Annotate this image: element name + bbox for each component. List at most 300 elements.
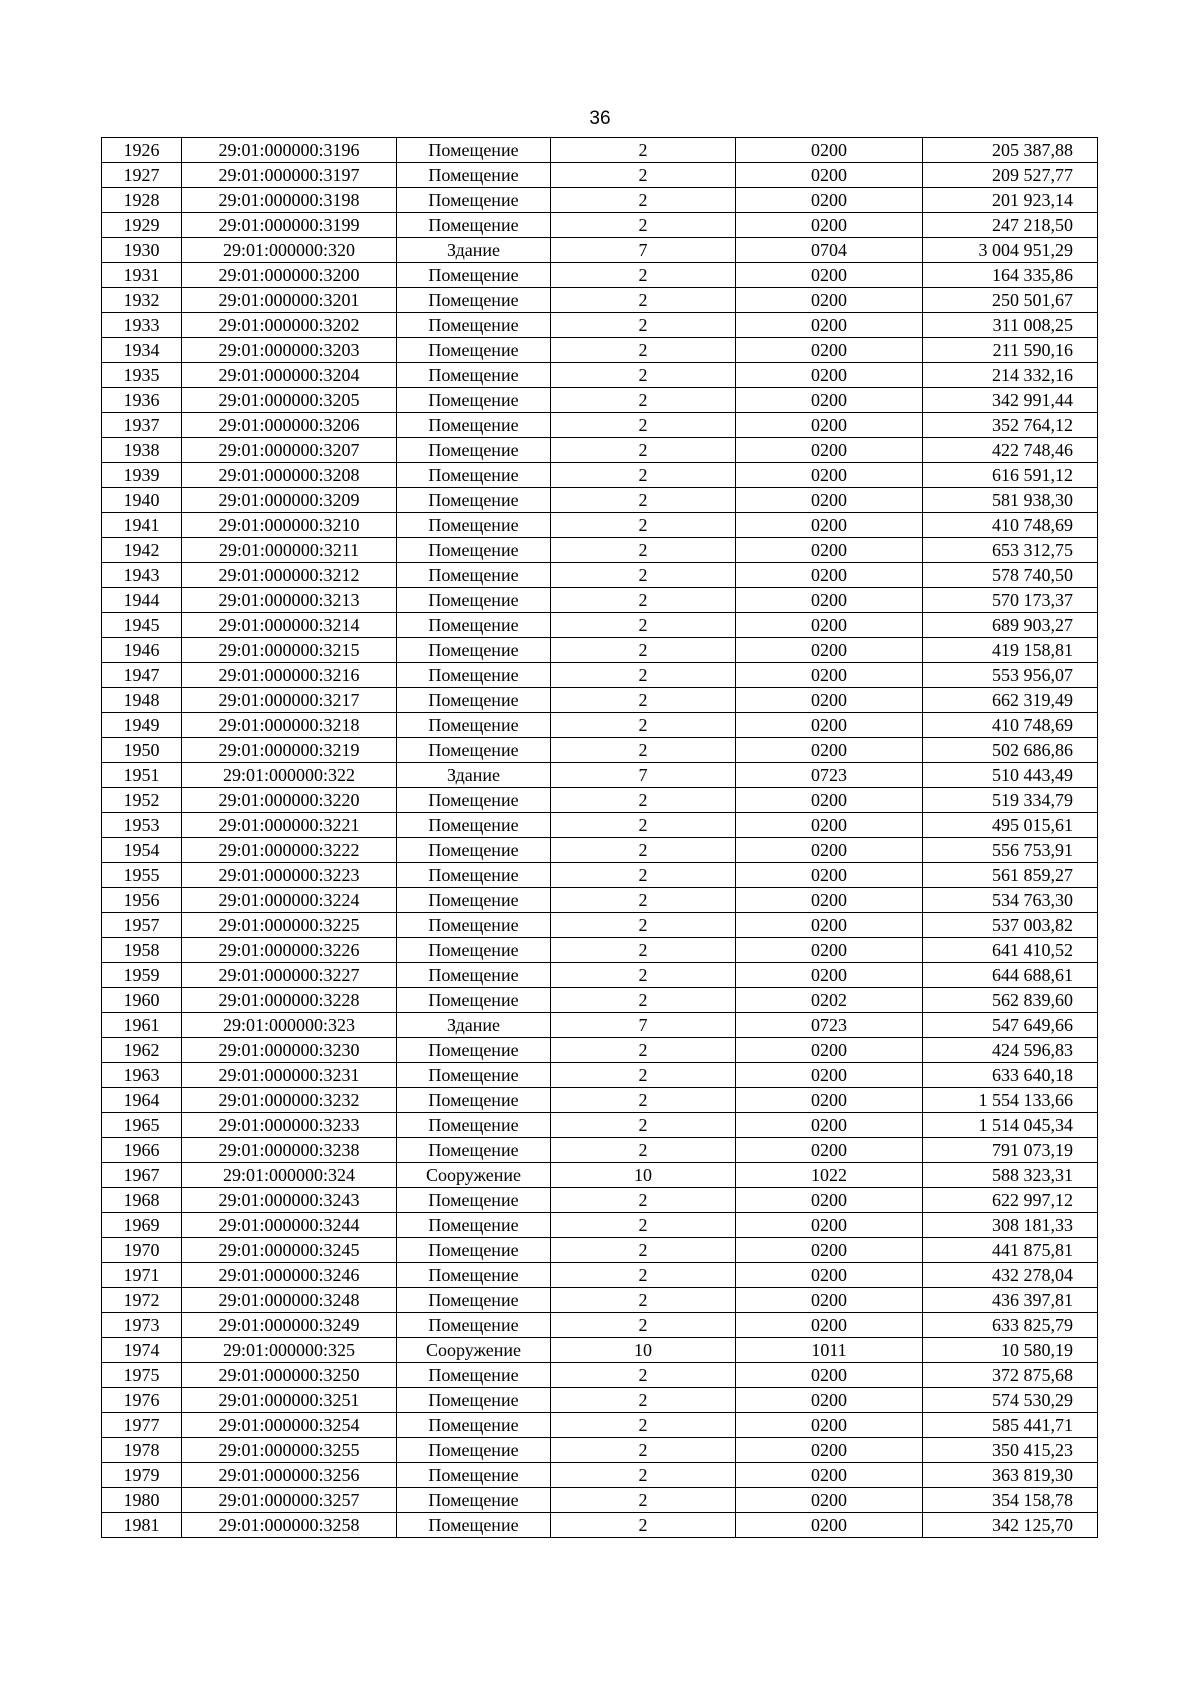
purpose-code-cell: 0200 bbox=[736, 538, 923, 563]
cadastral-value-cell: 250 501,67 bbox=[923, 288, 1098, 313]
row-number-cell: 1968 bbox=[102, 1188, 182, 1213]
cadastral-value-cell: 633 825,79 bbox=[923, 1313, 1098, 1338]
row-number-cell: 1981 bbox=[102, 1513, 182, 1538]
purpose-code-cell: 0723 bbox=[736, 763, 923, 788]
table-row bbox=[102, 213, 1098, 238]
cadastral-number-cell: 29:01:000000:322 bbox=[182, 763, 397, 788]
cadastral-number-cell: 29:01:000000:3244 bbox=[182, 1213, 397, 1238]
purpose-code-cell: 0200 bbox=[736, 963, 923, 988]
type-code-cell: 2 bbox=[551, 688, 736, 713]
row-number-cell: 1945 bbox=[102, 613, 182, 638]
row-number-cell: 1950 bbox=[102, 738, 182, 763]
cadastral-value-cell: 519 334,79 bbox=[923, 788, 1098, 813]
cadastral-number-cell: 29:01:000000:3245 bbox=[182, 1238, 397, 1263]
type-code-cell: 2 bbox=[551, 488, 736, 513]
row-number-cell: 1938 bbox=[102, 438, 182, 463]
row-number-cell: 1940 bbox=[102, 488, 182, 513]
cadastral-number-cell: 29:01:000000:3216 bbox=[182, 663, 397, 688]
row-number-cell: 1926 bbox=[102, 138, 182, 163]
object-type-cell: Помещение bbox=[397, 1113, 551, 1138]
cadastral-number-cell: 29:01:000000:3248 bbox=[182, 1288, 397, 1313]
table-row bbox=[102, 1338, 1098, 1363]
cadastral-value-cell: 211 590,16 bbox=[923, 338, 1098, 363]
cadastral-number-cell: 29:01:000000:3231 bbox=[182, 1063, 397, 1088]
purpose-code-cell: 1022 bbox=[736, 1163, 923, 1188]
type-code-cell: 2 bbox=[551, 788, 736, 813]
type-code-cell: 2 bbox=[551, 613, 736, 638]
purpose-code-cell: 0200 bbox=[736, 1488, 923, 1513]
type-code-cell: 2 bbox=[551, 538, 736, 563]
object-type-cell: Помещение bbox=[397, 138, 551, 163]
purpose-code-cell: 0200 bbox=[736, 413, 923, 438]
object-type-cell: Помещение bbox=[397, 1363, 551, 1388]
type-code-cell: 2 bbox=[551, 363, 736, 388]
table-row bbox=[102, 713, 1098, 738]
purpose-code-cell: 0200 bbox=[736, 288, 923, 313]
cadastral-number-cell: 29:01:000000:3224 bbox=[182, 888, 397, 913]
cadastral-value-cell: 342 125,70 bbox=[923, 1513, 1098, 1538]
type-code-cell: 2 bbox=[551, 263, 736, 288]
type-code-cell: 10 bbox=[551, 1163, 736, 1188]
type-code-cell: 2 bbox=[551, 713, 736, 738]
object-type-cell: Помещение bbox=[397, 263, 551, 288]
cadastral-value-cell: 534 763,30 bbox=[923, 888, 1098, 913]
row-number-cell: 1942 bbox=[102, 538, 182, 563]
cadastral-number-cell: 29:01:000000:3218 bbox=[182, 713, 397, 738]
cadastral-value-cell: 547 649,66 bbox=[923, 1013, 1098, 1038]
row-number-cell: 1934 bbox=[102, 338, 182, 363]
cadastral-value-cell: 410 748,69 bbox=[923, 713, 1098, 738]
purpose-code-cell: 0200 bbox=[736, 163, 923, 188]
purpose-code-cell: 0200 bbox=[736, 1263, 923, 1288]
cadastral-value-cell: 574 530,29 bbox=[923, 1388, 1098, 1413]
object-type-cell: Помещение bbox=[397, 1288, 551, 1313]
object-type-cell: Помещение bbox=[397, 1388, 551, 1413]
type-code-cell: 2 bbox=[551, 1188, 736, 1213]
cadastral-number-cell: 29:01:000000:3258 bbox=[182, 1513, 397, 1538]
type-code-cell: 2 bbox=[551, 563, 736, 588]
table-row bbox=[102, 1288, 1098, 1313]
type-code-cell: 2 bbox=[551, 188, 736, 213]
table-row bbox=[102, 538, 1098, 563]
type-code-cell: 2 bbox=[551, 738, 736, 763]
row-number-cell: 1953 bbox=[102, 813, 182, 838]
object-type-cell: Помещение bbox=[397, 913, 551, 938]
table-row bbox=[102, 1063, 1098, 1088]
table-row bbox=[102, 963, 1098, 988]
object-type-cell: Помещение bbox=[397, 1238, 551, 1263]
cadastral-number-cell: 29:01:000000:323 bbox=[182, 1013, 397, 1038]
object-type-cell: Помещение bbox=[397, 338, 551, 363]
cadastral-value-cell: 578 740,50 bbox=[923, 563, 1098, 588]
cadastral-value-cell: 585 441,71 bbox=[923, 1413, 1098, 1438]
object-type-cell: Помещение bbox=[397, 288, 551, 313]
type-code-cell: 2 bbox=[551, 1138, 736, 1163]
table-row bbox=[102, 438, 1098, 463]
object-type-cell: Помещение bbox=[397, 438, 551, 463]
table-row bbox=[102, 988, 1098, 1013]
row-number-cell: 1966 bbox=[102, 1138, 182, 1163]
cadastral-value-cell: 363 819,30 bbox=[923, 1463, 1098, 1488]
row-number-cell: 1943 bbox=[102, 563, 182, 588]
cadastral-value-cell: 164 335,86 bbox=[923, 263, 1098, 288]
row-number-cell: 1929 bbox=[102, 213, 182, 238]
table-row bbox=[102, 563, 1098, 588]
cadastral-value-cell: 1 514 045,34 bbox=[923, 1113, 1098, 1138]
type-code-cell: 2 bbox=[551, 1238, 736, 1263]
cadastral-value-cell: 616 591,12 bbox=[923, 463, 1098, 488]
table-row bbox=[102, 1013, 1098, 1038]
cadastral-number-cell: 29:01:000000:3214 bbox=[182, 613, 397, 638]
table-row bbox=[102, 838, 1098, 863]
cadastral-number-cell: 29:01:000000:3202 bbox=[182, 313, 397, 338]
cadastral-value-cell: 410 748,69 bbox=[923, 513, 1098, 538]
purpose-code-cell: 0200 bbox=[736, 1313, 923, 1338]
row-number-cell: 1976 bbox=[102, 1388, 182, 1413]
table-row bbox=[102, 488, 1098, 513]
type-code-cell: 2 bbox=[551, 213, 736, 238]
object-type-cell: Помещение bbox=[397, 988, 551, 1013]
object-type-cell: Помещение bbox=[397, 513, 551, 538]
cadastral-number-cell: 29:01:000000:3219 bbox=[182, 738, 397, 763]
table-row bbox=[102, 263, 1098, 288]
purpose-code-cell: 0200 bbox=[736, 663, 923, 688]
cadastral-value-cell: 10 580,19 bbox=[923, 1338, 1098, 1363]
table-row bbox=[102, 1413, 1098, 1438]
purpose-code-cell: 0200 bbox=[736, 563, 923, 588]
row-number-cell: 1932 bbox=[102, 288, 182, 313]
row-number-cell: 1972 bbox=[102, 1288, 182, 1313]
purpose-code-cell: 0200 bbox=[736, 1388, 923, 1413]
row-number-cell: 1958 bbox=[102, 938, 182, 963]
row-number-cell: 1944 bbox=[102, 588, 182, 613]
row-number-cell: 1951 bbox=[102, 763, 182, 788]
table-row bbox=[102, 513, 1098, 538]
purpose-code-cell: 0200 bbox=[736, 1413, 923, 1438]
row-number-cell: 1969 bbox=[102, 1213, 182, 1238]
purpose-code-cell: 0200 bbox=[736, 213, 923, 238]
type-code-cell: 2 bbox=[551, 913, 736, 938]
row-number-cell: 1936 bbox=[102, 388, 182, 413]
cadastral-value-cell: 633 640,18 bbox=[923, 1063, 1098, 1088]
purpose-code-cell: 0200 bbox=[736, 363, 923, 388]
row-number-cell: 1956 bbox=[102, 888, 182, 913]
row-number-cell: 1954 bbox=[102, 838, 182, 863]
table-row bbox=[102, 1438, 1098, 1463]
type-code-cell: 2 bbox=[551, 1463, 736, 1488]
cadastral-value-cell: 205 387,88 bbox=[923, 138, 1098, 163]
type-code-cell: 2 bbox=[551, 138, 736, 163]
cadastral-value-cell: 209 527,77 bbox=[923, 163, 1098, 188]
table-row bbox=[102, 913, 1098, 938]
purpose-code-cell: 0200 bbox=[736, 388, 923, 413]
object-type-cell: Помещение bbox=[397, 313, 551, 338]
table-row bbox=[102, 938, 1098, 963]
cadastral-value-cell: 424 596,83 bbox=[923, 1038, 1098, 1063]
table-row bbox=[102, 388, 1098, 413]
cadastral-number-cell: 29:01:000000:3213 bbox=[182, 588, 397, 613]
type-code-cell: 2 bbox=[551, 1088, 736, 1113]
object-type-cell: Здание bbox=[397, 1013, 551, 1038]
cadastral-value-cell: 419 158,81 bbox=[923, 638, 1098, 663]
cadastral-value-cell: 432 278,04 bbox=[923, 1263, 1098, 1288]
table-row bbox=[102, 138, 1098, 163]
cadastral-value-cell: 441 875,81 bbox=[923, 1238, 1098, 1263]
type-code-cell: 2 bbox=[551, 938, 736, 963]
purpose-code-cell: 0200 bbox=[736, 488, 923, 513]
type-code-cell: 2 bbox=[551, 438, 736, 463]
type-code-cell: 2 bbox=[551, 1413, 736, 1438]
row-number-cell: 1971 bbox=[102, 1263, 182, 1288]
type-code-cell: 2 bbox=[551, 588, 736, 613]
type-code-cell: 2 bbox=[551, 463, 736, 488]
object-type-cell: Помещение bbox=[397, 1063, 551, 1088]
object-type-cell: Здание bbox=[397, 763, 551, 788]
purpose-code-cell: 0202 bbox=[736, 988, 923, 1013]
cadastral-value-cell: 581 938,30 bbox=[923, 488, 1098, 513]
cadastral-value-cell: 1 554 133,66 bbox=[923, 1088, 1098, 1113]
type-code-cell: 2 bbox=[551, 963, 736, 988]
purpose-code-cell: 0200 bbox=[736, 1213, 923, 1238]
cadastral-number-cell: 29:01:000000:3210 bbox=[182, 513, 397, 538]
cadastral-number-cell: 29:01:000000:3209 bbox=[182, 488, 397, 513]
cadastral-number-cell: 29:01:000000:3217 bbox=[182, 688, 397, 713]
object-type-cell: Помещение bbox=[397, 563, 551, 588]
object-type-cell: Помещение bbox=[397, 788, 551, 813]
purpose-code-cell: 0200 bbox=[736, 1513, 923, 1538]
cadastral-number-cell: 29:01:000000:3230 bbox=[182, 1038, 397, 1063]
table-row bbox=[102, 1488, 1098, 1513]
cadastral-number-cell: 29:01:000000:3228 bbox=[182, 988, 397, 1013]
type-code-cell: 2 bbox=[551, 163, 736, 188]
table-row bbox=[102, 1513, 1098, 1538]
purpose-code-cell: 0200 bbox=[736, 313, 923, 338]
purpose-code-cell: 0200 bbox=[736, 338, 923, 363]
type-code-cell: 7 bbox=[551, 763, 736, 788]
row-number-cell: 1960 bbox=[102, 988, 182, 1013]
type-code-cell: 2 bbox=[551, 838, 736, 863]
cadastral-value-cell: 311 008,25 bbox=[923, 313, 1098, 338]
table-row bbox=[102, 688, 1098, 713]
cadastral-value-cell: 556 753,91 bbox=[923, 838, 1098, 863]
purpose-code-cell: 0200 bbox=[736, 1113, 923, 1138]
purpose-code-cell: 0200 bbox=[736, 813, 923, 838]
purpose-code-cell: 0200 bbox=[736, 788, 923, 813]
table-row bbox=[102, 588, 1098, 613]
type-code-cell: 2 bbox=[551, 1438, 736, 1463]
cadastral-number-cell: 29:01:000000:3246 bbox=[182, 1263, 397, 1288]
cadastral-number-cell: 29:01:000000:3198 bbox=[182, 188, 397, 213]
object-type-cell: Помещение bbox=[397, 1138, 551, 1163]
cadastral-number-cell: 29:01:000000:3233 bbox=[182, 1113, 397, 1138]
row-number-cell: 1965 bbox=[102, 1113, 182, 1138]
type-code-cell: 2 bbox=[551, 388, 736, 413]
type-code-cell: 2 bbox=[551, 1288, 736, 1313]
cadastral-value-cell: 247 218,50 bbox=[923, 213, 1098, 238]
cadastral-number-cell: 29:01:000000:3256 bbox=[182, 1463, 397, 1488]
row-number-cell: 1957 bbox=[102, 913, 182, 938]
cadastral-value-cell: 502 686,86 bbox=[923, 738, 1098, 763]
purpose-code-cell: 0200 bbox=[736, 1288, 923, 1313]
row-number-cell: 1948 bbox=[102, 688, 182, 713]
row-number-cell: 1959 bbox=[102, 963, 182, 988]
cadastral-value-cell: 201 923,14 bbox=[923, 188, 1098, 213]
table-row bbox=[102, 863, 1098, 888]
object-type-cell: Помещение bbox=[397, 1263, 551, 1288]
purpose-code-cell: 0200 bbox=[736, 1138, 923, 1163]
purpose-code-cell: 0200 bbox=[736, 638, 923, 663]
table-row bbox=[102, 1238, 1098, 1263]
type-code-cell: 2 bbox=[551, 413, 736, 438]
type-code-cell: 2 bbox=[551, 288, 736, 313]
row-number-cell: 1979 bbox=[102, 1463, 182, 1488]
object-type-cell: Помещение bbox=[397, 163, 551, 188]
row-number-cell: 1967 bbox=[102, 1163, 182, 1188]
cadastral-value-cell: 653 312,75 bbox=[923, 538, 1098, 563]
table-row bbox=[102, 788, 1098, 813]
row-number-cell: 1937 bbox=[102, 413, 182, 438]
purpose-code-cell: 0200 bbox=[736, 738, 923, 763]
table-row bbox=[102, 163, 1098, 188]
cadastral-value-cell: 641 410,52 bbox=[923, 938, 1098, 963]
cadastral-number-cell: 29:01:000000:3254 bbox=[182, 1413, 397, 1438]
type-code-cell: 2 bbox=[551, 1363, 736, 1388]
cadastral-number-cell: 29:01:000000:324 bbox=[182, 1163, 397, 1188]
table-row bbox=[102, 638, 1098, 663]
object-type-cell: Помещение bbox=[397, 588, 551, 613]
object-type-cell: Помещение bbox=[397, 663, 551, 688]
row-number-cell: 1931 bbox=[102, 263, 182, 288]
page-number: 36 bbox=[589, 108, 611, 129]
table-row bbox=[102, 738, 1098, 763]
purpose-code-cell: 0200 bbox=[736, 138, 923, 163]
cadastral-number-cell: 29:01:000000:3222 bbox=[182, 838, 397, 863]
object-type-cell: Помещение bbox=[397, 1188, 551, 1213]
object-type-cell: Здание bbox=[397, 238, 551, 263]
table-row bbox=[102, 1363, 1098, 1388]
type-code-cell: 2 bbox=[551, 1063, 736, 1088]
cadastral-value-cell: 422 748,46 bbox=[923, 438, 1098, 463]
table-row bbox=[102, 413, 1098, 438]
row-number-cell: 1933 bbox=[102, 313, 182, 338]
cadastral-number-cell: 29:01:000000:3226 bbox=[182, 938, 397, 963]
cadastral-number-cell: 29:01:000000:3257 bbox=[182, 1488, 397, 1513]
type-code-cell: 2 bbox=[551, 338, 736, 363]
purpose-code-cell: 0200 bbox=[736, 838, 923, 863]
row-number-cell: 1946 bbox=[102, 638, 182, 663]
table-row bbox=[102, 1038, 1098, 1063]
object-type-cell: Сооружение bbox=[397, 1338, 551, 1363]
cadastral-value-cell: 570 173,37 bbox=[923, 588, 1098, 613]
object-type-cell: Помещение bbox=[397, 838, 551, 863]
object-type-cell: Помещение bbox=[397, 1463, 551, 1488]
table-row bbox=[102, 1313, 1098, 1338]
table-row bbox=[102, 613, 1098, 638]
object-type-cell: Помещение bbox=[397, 188, 551, 213]
cadastral-number-cell: 29:01:000000:3208 bbox=[182, 463, 397, 488]
table-row bbox=[102, 1463, 1098, 1488]
type-code-cell: 2 bbox=[551, 638, 736, 663]
purpose-code-cell: 0200 bbox=[736, 713, 923, 738]
type-code-cell: 2 bbox=[551, 1113, 736, 1138]
cadastral-value-cell: 561 859,27 bbox=[923, 863, 1098, 888]
cadastral-value-cell: 350 415,23 bbox=[923, 1438, 1098, 1463]
row-number-cell: 1961 bbox=[102, 1013, 182, 1038]
table-row bbox=[102, 463, 1098, 488]
purpose-code-cell: 0200 bbox=[736, 1088, 923, 1113]
table-row bbox=[102, 363, 1098, 388]
type-code-cell: 2 bbox=[551, 863, 736, 888]
purpose-code-cell: 0200 bbox=[736, 1063, 923, 1088]
purpose-code-cell: 0200 bbox=[736, 888, 923, 913]
type-code-cell: 2 bbox=[551, 313, 736, 338]
object-type-cell: Помещение bbox=[397, 488, 551, 513]
object-type-cell: Помещение bbox=[397, 813, 551, 838]
table-row bbox=[102, 1263, 1098, 1288]
object-type-cell: Помещение bbox=[397, 1488, 551, 1513]
object-type-cell: Помещение bbox=[397, 888, 551, 913]
object-type-cell: Помещение bbox=[397, 1213, 551, 1238]
object-type-cell: Помещение bbox=[397, 713, 551, 738]
table-row bbox=[102, 813, 1098, 838]
cadastral-value-cell: 372 875,68 bbox=[923, 1363, 1098, 1388]
row-number-cell: 1939 bbox=[102, 463, 182, 488]
row-number-cell: 1975 bbox=[102, 1363, 182, 1388]
type-code-cell: 7 bbox=[551, 238, 736, 263]
type-code-cell: 2 bbox=[551, 1038, 736, 1063]
object-type-cell: Помещение bbox=[397, 538, 551, 563]
cadastral-number-cell: 29:01:000000:3207 bbox=[182, 438, 397, 463]
row-number-cell: 1952 bbox=[102, 788, 182, 813]
row-number-cell: 1970 bbox=[102, 1238, 182, 1263]
cadastral-value-cell: 553 956,07 bbox=[923, 663, 1098, 688]
table-row bbox=[102, 238, 1098, 263]
object-type-cell: Помещение bbox=[397, 1038, 551, 1063]
cadastral-value-cell: 354 158,78 bbox=[923, 1488, 1098, 1513]
row-number-cell: 1949 bbox=[102, 713, 182, 738]
row-number-cell: 1964 bbox=[102, 1088, 182, 1113]
cadastral-number-cell: 29:01:000000:3215 bbox=[182, 638, 397, 663]
cadastral-value-cell: 537 003,82 bbox=[923, 913, 1098, 938]
table-row bbox=[102, 763, 1098, 788]
table-row bbox=[102, 188, 1098, 213]
cadastral-value-cell: 644 688,61 bbox=[923, 963, 1098, 988]
purpose-code-cell: 0200 bbox=[736, 513, 923, 538]
table-row bbox=[102, 1138, 1098, 1163]
table-row bbox=[102, 663, 1098, 688]
object-type-cell: Помещение bbox=[397, 638, 551, 663]
cadastral-value-cell: 308 181,33 bbox=[923, 1213, 1098, 1238]
cadastral-number-cell: 29:01:000000:3212 bbox=[182, 563, 397, 588]
table-row bbox=[102, 1213, 1098, 1238]
row-number-cell: 1963 bbox=[102, 1063, 182, 1088]
object-type-cell: Помещение bbox=[397, 863, 551, 888]
object-type-cell: Помещение bbox=[397, 613, 551, 638]
row-number-cell: 1973 bbox=[102, 1313, 182, 1338]
type-code-cell: 2 bbox=[551, 513, 736, 538]
purpose-code-cell: 0200 bbox=[736, 938, 923, 963]
cadastral-number-cell: 29:01:000000:3204 bbox=[182, 363, 397, 388]
table-row bbox=[102, 1088, 1098, 1113]
type-code-cell: 2 bbox=[551, 663, 736, 688]
cadastral-value-cell: 791 073,19 bbox=[923, 1138, 1098, 1163]
purpose-code-cell: 0200 bbox=[736, 188, 923, 213]
object-type-cell: Помещение bbox=[397, 388, 551, 413]
cadastral-number-cell: 29:01:000000:3200 bbox=[182, 263, 397, 288]
purpose-code-cell: 0200 bbox=[736, 913, 923, 938]
object-type-cell: Помещение bbox=[397, 1513, 551, 1538]
cadastral-number-cell: 29:01:000000:3225 bbox=[182, 913, 397, 938]
